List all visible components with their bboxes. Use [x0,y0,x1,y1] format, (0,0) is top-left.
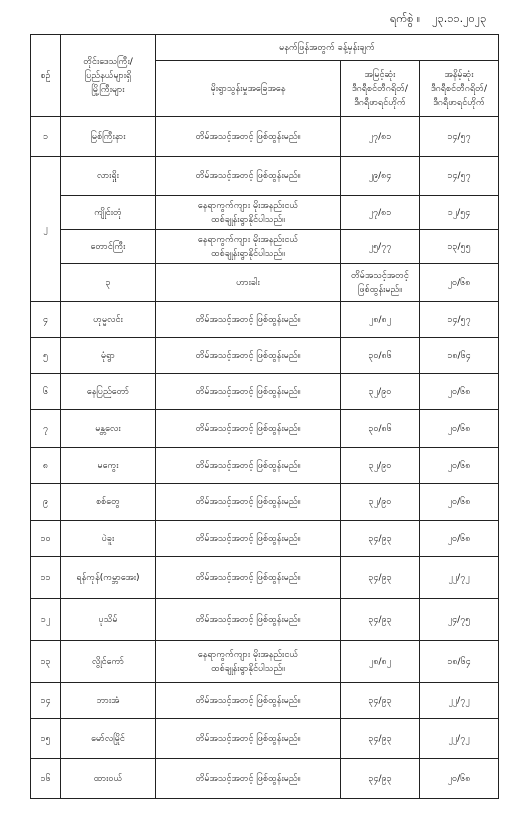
table-row [31,557,499,599]
row-condition [156,117,341,157]
table-row [31,759,499,799]
table-row [31,484,499,521]
row-condition-line1: တိမ်အသင့်အတင့် ဖြစ်ထွန်းမည်။ [195,460,301,471]
table-row [31,448,499,484]
row-condition [156,230,341,264]
table-row [31,338,499,374]
row-condition-line1: တိမ်အသင့်အတင့် ဖြစ်ထွန်းမည်။ [195,350,301,361]
row-town: ပဲခူး [61,521,156,557]
row-condition-line2: ထစ်ချုန်းရွာနိုင်ပါသည်။ [211,663,285,674]
row-max: ၃၂/၉၀ [341,448,420,484]
row-no: ၁၀ [31,521,61,557]
row-condition-line1: တိမ်အသင့်အတင့် ဖြစ်ထွန်းမည်။ [195,171,301,181]
row-town: မော်လမြိုင် [61,719,156,759]
table-row [31,302,499,338]
row-min: ၂၀/၆၈ [420,410,499,448]
col-min-line2: ဒီဂရီစင်တီဂရိတ်/ [431,83,487,94]
row-min: ၂၀/၆၈ [420,521,499,557]
row-condition [156,302,341,338]
row-max: ၃၄/၉၃ [341,521,420,557]
row-no: ၅ [31,338,61,374]
row-condition-line1: နေရာကွက်ကျား မိုးအနည်းငယ် [197,234,299,245]
row-min: ၂၂/၇၂ [420,683,499,719]
row-no: ၇ [31,410,61,448]
row-max: ၃၄/၉၃ [341,759,420,799]
row-min: ၁၄/၅၇ [420,157,499,196]
row-no: ၁၆ [31,759,61,799]
col-weather-header: မိုးရွာသွန်းမှုအခြေအနေ [156,61,341,117]
row-condition-line1: နေရာကွက်ကျား မိုးအနည်းငယ် [197,200,299,211]
row-condition [156,338,341,374]
table-row [31,641,499,683]
table-row [31,521,499,557]
row-no: ၂ [31,157,61,302]
row-town: တောင်ကြီး [61,230,156,264]
table-row [31,599,499,641]
table-row [31,117,499,157]
col-max-line1: အမြင့်ဆုံး [364,69,396,80]
row-town: မြစ်ကြီးနား [61,117,156,157]
row-no: ၃ [61,264,156,302]
col-max-header [341,61,420,117]
row-max: ၃၄/၉၃ [341,557,420,599]
col-max-line3: ဒီဂရီဖာရင်ဟိုက် [354,97,406,108]
row-condition [156,157,341,196]
row-min: ၂၀/၆၈ [420,448,499,484]
row-condition-line1: တိမ်အသင့်အတင့် ဖြစ်ထွန်းမည်။ [195,497,301,507]
row-min: ၁၃/၅၅ [420,230,499,264]
row-min: ၂၂/၇၂ [420,719,499,759]
row-max: ၂၈/၈၂ [341,302,420,338]
row-max: ၃၄/၉၃ [341,599,420,641]
table-row [31,264,499,302]
row-no: ၁၂ [31,599,61,641]
row-town: မန္တလေး [61,410,156,448]
date-label: ရက်စွဲ ။ [390,12,421,25]
table-row [31,374,499,410]
row-no: ၁၁ [31,557,61,599]
table-row [31,410,499,448]
col-min-line3: ဒီဂရီဖာရင်ဟိုက် [433,97,485,108]
row-condition-line1: တိမ်အသင့်အတင့် ဖြစ်ထွန်းမည်။ [195,131,301,142]
row-condition [156,683,341,719]
forecast-table [30,34,499,799]
row-condition [156,557,341,599]
row-no: ၄ [31,302,61,338]
row-condition-line1: တိမ်အသင့်အတင့် ဖြစ်ထွန်းမည်။ [195,533,301,544]
row-condition-line1: တိမ်အသင့်အတင့် ဖြစ်ထွန်းမည်။ [351,270,409,295]
row-min: ၂၂/၇၂ [420,557,499,599]
row-max: ၂၈/၈၂ [341,641,420,683]
row-town: ထားဝယ် [61,759,156,799]
row-no: ၁ [31,117,61,157]
row-condition-line2: ထစ်ချုန်းရွာနိုင်ပါသည်။ [211,248,285,259]
table-row [31,230,499,264]
row-condition [156,448,341,484]
row-condition [156,719,341,759]
col-town-line3: မြို့ကြီးများ [91,84,125,95]
col-no-header: စဉ် [31,35,61,117]
row-max: ၃၄/၉၃ [341,683,420,719]
col-town-header [61,35,156,117]
row-condition-line1: တိမ်အသင့်အတင့် ဖြစ်ထွန်းမည်။ [195,314,301,325]
row-condition-line1: တိမ်အသင့်အတင့် ဖြစ်ထွန်းမည်။ [195,386,301,397]
row-condition [341,264,420,302]
col-max-line2: ဒီဂရီစင်တီဂရိတ်/ [352,83,408,94]
table-row [31,196,499,230]
row-no: ၁၃ [31,641,61,683]
col-min-header [420,61,499,117]
row-max: ၃၄/၉၃ [341,719,420,759]
row-no: ၁၅ [31,719,61,759]
row-town: ဟုမ္မလင်း [61,302,156,338]
row-condition-line2: ထစ်ချုန်းရွာနိုင်ပါသည်။ [211,214,285,225]
table-row [31,157,499,196]
row-town: စစ်တွေ [61,484,156,521]
row-town: ကျိုင်းတုံ [61,196,156,230]
row-town: ဘားအံ [61,683,156,719]
row-condition-line1: တိမ်အသင့်အတင့် ဖြစ်ထွန်းမည်။ [195,572,301,583]
row-min: ၁၈/၆၄ [420,641,499,683]
row-condition [156,599,341,641]
row-max: ၂၇/၈၁ [341,196,420,230]
row-max: ၃၀/၈၆ [341,410,420,448]
row-town: ရန်ကုန်(ကမ္ဘာအေး) [61,557,156,599]
row-condition [156,374,341,410]
row-max: ၃၂/၉၀ [341,374,420,410]
row-min: ၂၀/၆၈ [420,484,499,521]
row-condition [156,521,341,557]
row-town: ပုသိမ် [61,599,156,641]
date-line [390,12,486,28]
row-condition [156,484,341,521]
row-condition-line1: နေရာကွက်ကျား မိုးအနည်းငယ် [197,649,299,660]
col-forecast-header: မနက်ဖြန်အတွက် ခန့်မှန်းချက် [156,35,499,61]
row-condition-line1: တိမ်အသင့်အတင့် ဖြစ်ထွန်းမည်။ [195,614,301,625]
row-condition-line1: တိမ်အသင့်အတင့် ဖြစ်ထွန်းမည်။ [195,733,301,744]
row-min: ၂၀/၆၈ [420,759,499,799]
row-max: ၃၀/၈၆ [341,338,420,374]
row-town: ဟားခါး [156,264,341,302]
row-min: ၁၂/၅၄ [420,196,499,230]
row-condition [156,196,341,230]
row-max: ၂၉/၈၄ [341,157,420,196]
date-value: ၂၃.၁၁.၂၀၂၃ [432,12,487,25]
row-condition [156,410,341,448]
row-min: ၁၈/၆၄ [420,338,499,374]
row-town: လွိုင်ကော် [61,641,156,683]
row-town: မုံရွာ [61,338,156,374]
row-condition-line1: တိမ်အသင့်အတင့် ဖြစ်ထွန်းမည်။ [195,773,301,784]
table-row [31,683,499,719]
row-max: ၂၅/၇၇ [341,230,420,264]
row-max: ၃၂/၉၀ [341,484,420,521]
row-town: မကွေး [61,448,156,484]
row-town: နေပြည်တော် [61,374,156,410]
row-min: ၂၀/၆၈ [420,374,499,410]
row-condition [156,641,341,683]
row-max: ၂၇/၈၁ [341,117,420,157]
row-condition [156,759,341,799]
row-no: ၁၄ [31,683,61,719]
table-row [31,719,499,759]
row-max: ၂၀/၆၈ [420,264,499,302]
col-min-line1: အနိမ့်ဆုံး [444,69,474,80]
row-min: ၁၄/၅၇ [420,302,499,338]
row-min: ၁၄/၅၇ [420,117,499,157]
row-min: ၂၄/၇၅ [420,599,499,641]
row-town: လားရှိုး [61,157,156,196]
row-no: ၈ [31,448,61,484]
row-no: ၆ [31,374,61,410]
row-condition-line1: တိမ်အသင့်အတင့် ဖြစ်ထွန်းမည်။ [195,423,301,434]
row-condition-line1: တိမ်အသင့်အတင့် ဖြစ်ထွန်းမည်။ [195,695,301,706]
row-no: ၉ [31,484,61,521]
col-town-line1: တိုင်းဒေသကြီး/ [83,56,133,67]
col-town-line2: ပြည်နယ်များရှိ [84,70,132,81]
